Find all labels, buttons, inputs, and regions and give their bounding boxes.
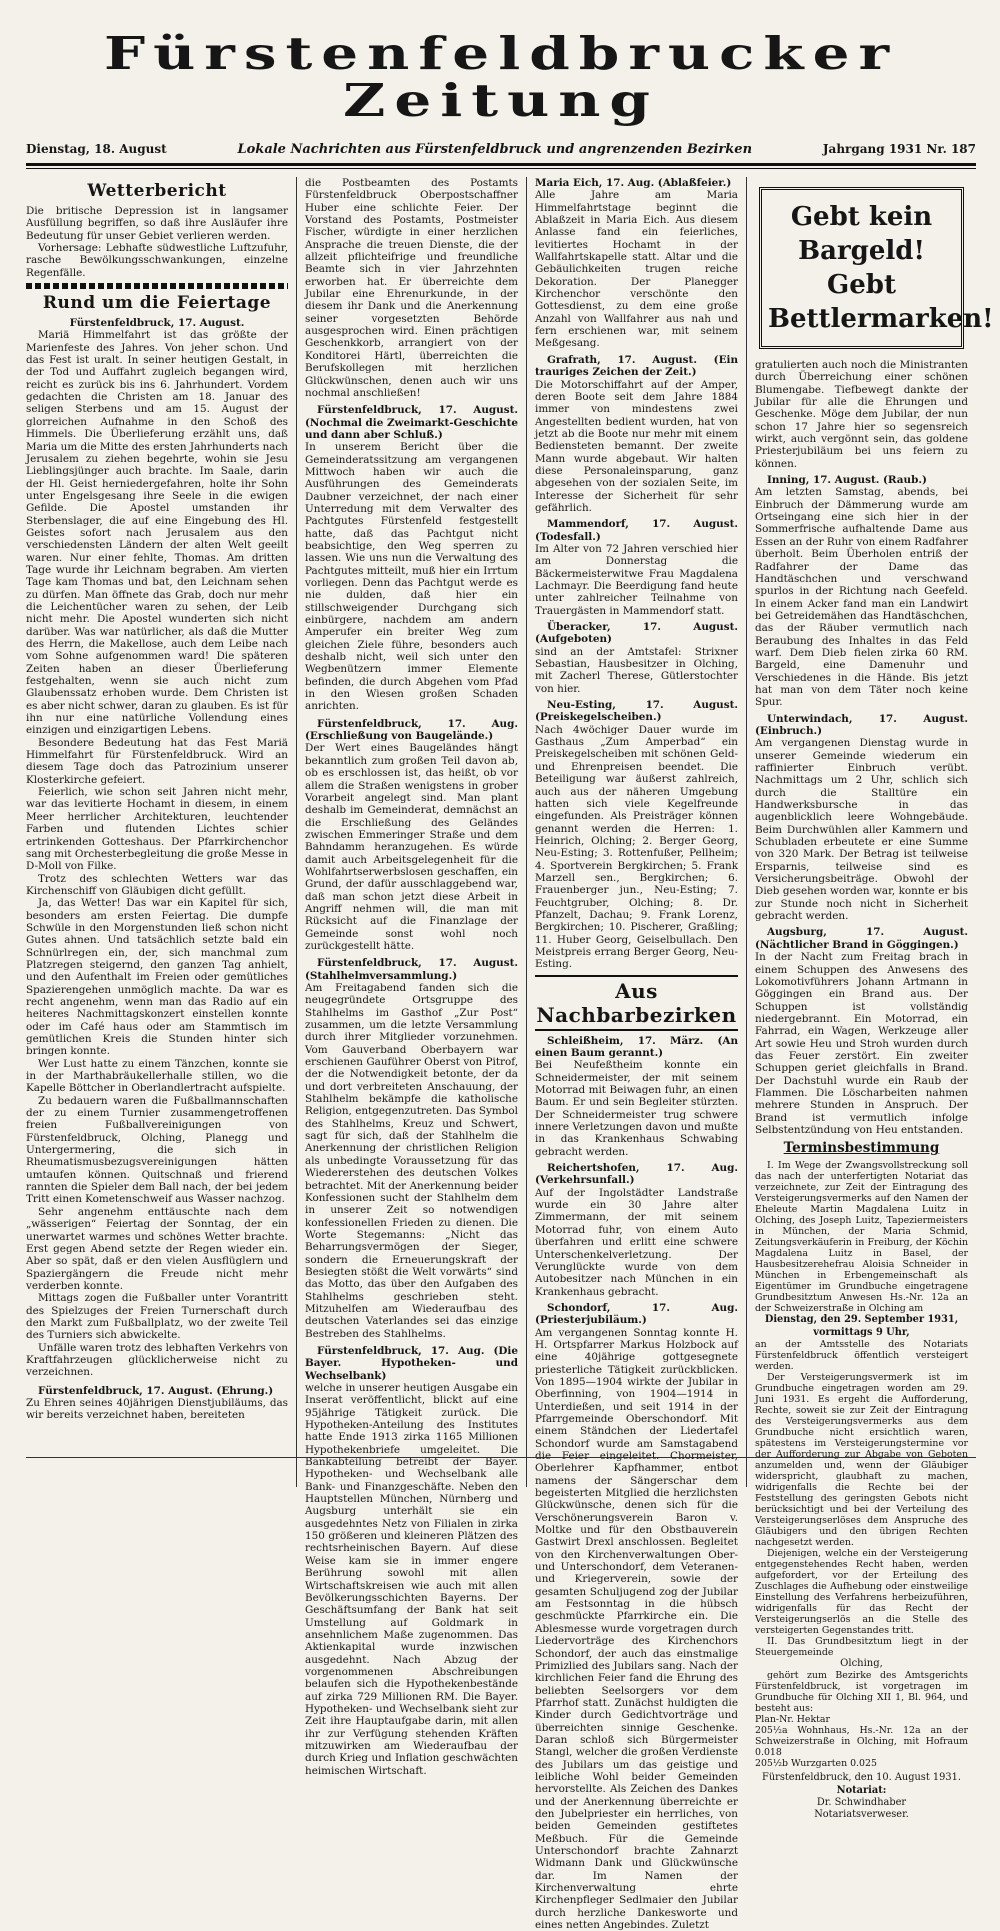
- article-dateline: Grafrath, 17. August. (Ein trauriges Zeichen der Zeit.): [535, 353, 738, 379]
- feiertage-heading: Rund um die Feiertage: [42, 293, 272, 314]
- masthead-rule: [26, 163, 976, 166]
- paragraph: Alle Jahre am Maria Himmelfahrtstage beginnt die Ablaßzeit in Maria Eich. Aus diesem Anlasse fand ein feierliches, levitiertes Hochamt in der Wallfahrtskapelle statt. Altar und die Gebäulichkeiten trugen reiche Dekoration. Der Planegger Kirchenchor verschönte den Gottesdienst, zu dem eine große Anzahl von Wallfahrer aus nah und fern erschienen war, mit seinem Meßgesang.: [535, 189, 738, 350]
- paragraph: Am letzten Samstag, abends, bei Einbruch der Dämmerung wurde am Ortseingang eine sich hier in der Sommerfrische aufhaltende Dame aus Essen an der Ruhr von einem Radfahrer überholt. Beim Überholen entriß der Radfahrer der Dame das Handtäschchen und verschwand spurlos in der Richtung nach Geefeld. In einem Acker fand man ein Landwirt bei Getreidemähen das Handtäschchen, das der Räuber vermutlich nach Beraubung des Inhaltes in das Feld warf. Dem Dieb fielen zirka 60 RM. Bargeld, eine Damenuhr und Verschiedenes in die Hände. Bis jetzt hat man von dem Täter noch keine Spur.: [755, 486, 968, 709]
- weather-forecast: Vorhersage: Lebhafte südwestliche Luftzufuhr, rasche Bewölkungsschwankungen, einzelne Regenfälle.: [26, 242, 288, 279]
- appeal-box: [759, 187, 994, 349]
- paragraph: Der Wert eines Baugeländes hängt bekanntlich zum großen Teil davon ab, ob es erschlossen ist, das heißt, ob vor allem die Straßen wenigstens in grober Vorarbeit angelegt sind. Man plant deshalb im Gemeinderat, demnächst an die Erschließung des Geländes zwischen Emmeringer Straße und dem Bahndamm heranzugehen. Es würde damit auch Arbeitsgelegenheit für die Wohlfahrtserwerbslosen geschaffen, ein Grund, der dafür ausschlaggebend war, daß man schon jetzt diese Arbeit in Angriff nehmen will, die man mit Rücksicht auf die Finanzlage der Gemeinde sonst wohl noch zurückgestellt hätte.: [305, 742, 518, 952]
- notice-text: an der Amtsstelle des Notariats Fürstenfeldbruck öffentlich versteigert werden.: [755, 1339, 968, 1372]
- ehrung-text: Zu Ehren seines 40jährigen Dienstjubiläums, das wir bereits verzeichnet haben, bereiteten: [26, 1396, 288, 1422]
- notice-sign-name: Dr. Schwindhaber: [816, 1797, 907, 1809]
- article-dateline: Schleißheim, 17. März. (An einen Baum gerannt.): [535, 1034, 738, 1059]
- notice-date: Dienstag, den 29. September 1931,: [764, 1314, 959, 1326]
- article-dateline: Augsburg, 17. August. (Nächtlicher Brand in Göggingen.): [755, 926, 968, 951]
- paragraph: Sehr angenehm enttäuschte nach dem „wässerigen“ Feiertag der Sonntag, der ein unerwartet warmes und schönes Wetter brachte. Erst gegen Abend setzte der Regen wieder ein. Aber so spät, daß er den vielen Ausflüglern und Spaziergängern die Freude nicht mehr verderben konnte.: [26, 1205, 288, 1292]
- paragraph: sind an der Amtstafel: Strixner Sebastian, Hausbesitzer in Olching, mit Zacherl Therese, Gütlerstochter von hier.: [535, 645, 738, 695]
- notice-text: I. Im Wege der Zwangsvollstreckung soll das nach der unterfertigten Notariat das verzeichnete, zur Zeit der Eintragung des Versteigerungsvermerks auf den Namen der Eheleute Martin Magdalena Luitz in Olching, des Joseph Luitz, Tapeziermeisters in München, der Maria Schmid, Zeitungsverkäuferin in Freiburg, der Köchin Magdalena Luitz in Basel, der Hausbesitzerehefrau Aloisia Schneider in München in Erbengemeinschaft als Eigentümer im Grundbuche eingetragene Grundbesitztum Anwesen Hs.-Nr. 12a an der Schweizerstraße in Olching am: [755, 1160, 968, 1315]
- paragraph: Auf der Ingolstädter Landstraße wurde ein 30 Jahre alter Zimmermann, der mit seinem Motorrad fuhr, von einem Auto überfahren und erlitt eine schwere Unterschenkelverletzung. Der Verunglückte wurde von dem Autobesitzer nach München in ein Krankenhaus gebracht.: [535, 1186, 738, 1298]
- paragraph: Unfälle waren trotz des lebhaften Verkehrs von Kraftfahrzeugen glücklicherweise nicht zu verzeichnen.: [26, 1341, 288, 1379]
- notice-sign-title: Notariat:: [836, 1784, 887, 1796]
- ehrung-dateline: Fürstenfeldbruck, 17. August. (Ehrung.): [38, 1384, 274, 1397]
- column-4: [746, 177, 994, 1821]
- article-dateline: Unterwindach, 17. August. (Einbruch.): [755, 712, 968, 737]
- section-heading: Aus Nachbarbezirken: [535, 975, 738, 1031]
- paragraph: Im Alter von 72 Jahren verschied hier am Donnerstag die Bäckermeisterwitwe Frau Magdalena Lachmayr. Die Beerdigung fand heute unter zahlreicher Teilnahme von Trauergästen in Mammendorf statt.: [535, 542, 738, 617]
- paragraph: Mariä Himmelfahrt ist das größte der Marienfeste des Jahres. Von jeher schon. Und das Fest ist uralt. In seiner heutigen Gestalt, in der Tod und Auffahrt zugleich begangen wird, reicht es zurück bis ins 6. Jahrhundert. Vordem gedachten die Christen am 18. Januar des seligen Sterbens und am 15. August der glorreichen Aufnahme in den Schoß des Himmels. Die Überlieferung erzählt uns, daß Maria um die Mitte des ersten Jahrhunderts nach Jerusalem zu ziehen begehrte, wohin sie Jesu Lieblingsjünger auch brachte. Im Saale, darin der Hl. Geist herniedergefahren, holte ihr Sohn unter Engelsgesang ihre Seele in die ewigen Gefilde. Die Apostel umstanden ihr Sterbenslager, die auf eine Eingebung des Hl. Geistes sofort nach Jerusalem aus den verschiedensten Ländern der alten Welt geeilt waren. Nur einer fehlte, Thomas. Am dritten Tage wurde ihr Leichnam begraben. Am vierten Tage kam Thomas und bat, den Leichnam sehen zu dürfen. Man öffnete das Grab, doch nur mehr die Leichentücher waren zu sehen, der Leib nicht mehr. Die Apostel wunderten sich nicht darüber. Was war natürlicher, als daß die Mutter des Herrn, die Makellose, auch dem Leibe nach vom Sohne aufgenommen ward! Die späteren Zeiten haben an dieser Überlieferung festgehalten, wenn sie auch nicht zum Glaubenssatz erhoben wurde. Dem Christen ist es aber nicht schwer, daran zu glauben. Es ist für ihn nur eine natürliche Vollendung eines einzigen und einzigartigen Lebens.: [26, 329, 288, 737]
- notice-text: gehört zum Bezirke des Amtsgerichts Fürstenfeldbruck, ist vorgetragen im Grundbuche für Olching XII 1, Bl. 964, und besteht aus:: [755, 1670, 968, 1715]
- terminsbestimmung-heading: Terminsbestimmung: [783, 1140, 940, 1157]
- paragraph: Feierlich, wie schon seit Jahren nicht mehr, war das levitierte Hochamt in diesem, in einem Meer herrlicher Architekturen, leuchtender Farben und flutenden Lichtes schier ertrinkenden Gotteshaus. Der Pfarrkirchenchor sang mit Orchesterbegleitung die große Messe in D-Moll von Filke.: [26, 786, 288, 873]
- newspaper-title: Fürstenfeldbrucker Zeitung: [103, 26, 899, 127]
- notice-place: Olching,: [840, 1658, 883, 1669]
- notice-sign-date: Fürstenfeldbruck, den 10. August 1931.: [762, 1772, 961, 1784]
- paragraph: In unserem Bericht über die Gemeinderatssitzung am vergangenen Mittwoch haben wir auch die Ausführungen des Gemeinderats Daubner verzeichnet, der nach einer Unterredung mit dem Verwalter des Pachtgutes Fürstenfeld festgestellt hatte, daß das Pachtgut nicht beabsichtige, den Weg sperren zu lassen. Wie uns nun die Verwaltung des Pachtgutes mitteilt, muß hier ein Irrtum vorliegen. Denn das Pachtgut werde es nie dulden, daß hier ein stillschweigender Durchgang sich einbürgere, nachdem am andern Amperufer ein breiter Weg zum gleichen Ziele führe, besonders auch deshalb nicht, weil sich unter den Wegbenützern immer Elemente befinden, die durch Abgehen vom Pfad in den Wiesen großen Schaden anrichten.: [305, 441, 518, 713]
- column-2: [296, 177, 526, 1777]
- notice-time: vormittags 9 Uhr,: [813, 1326, 910, 1338]
- article-dateline: Mammendorf, 17. August. (Todesfall.): [535, 518, 738, 543]
- paragraph: welche in unserer heutigen Ausgabe ein Inserat veröffentlicht, blickt auf eine 95jährige Tätigkeit zurück. Die Hypotheken-Anteilung des Institutes hatte Ende 1913 zirka 1165 Millionen Hypothekenbriefe umgeleitet. Die Bankabteilung betreibt der Bayer. Hypotheken- und Wechselbank alle Bank- und Finanzgeschäfte. Neben den Hauptstellen München, Nürnberg und Augsburg unterhält sie ein ausgedehntes Netz von Filialen in zirka 150 größeren und kleineren Plätzen des rechtsrheinischen Bayern. Auf diese Weise kam sie in immer engere Berührung sowohl mit allen Wirtschaftskreisen wie auch mit allen Bevölkerungsschichten Bayerns. Der Geschäftsumfang der Bank hat seit Umstellung auf Goldmark in ansehnlichem Maße zugenommen. Das Aktienkapital wurde inzwischen ausgedehnt. Nach Abzug der vorgenommenen Abschreibungen belaufen sich die Hypothekenbestände auf zirka 729 Millionen RM. Die Bayer. Hypotheken- und Wechselbank sieht zur Zeit ihre Hauptaufgabe darin, mit allen ihr zur Verfügung stehenden Kräften mitzuwirken am Wiederaufbau der durch Krieg und Inflation geschwächten heimischen Wirtschaft.: [305, 1382, 518, 1777]
- paragraph: Trotz des schlechten Wetters war das Kirchenschiff von Gläubigen dicht gefüllt.: [26, 872, 288, 897]
- paragraph: Besondere Bedeutung hat das Fest Mariä Himmelfahrt für Fürstenfeldbruck. Wird an diesem Tage doch das Patrozinium unserer Klosterkirche gefeiert.: [26, 736, 288, 786]
- notice-text: II. Das Grundbesitztum liegt in der Steuergemeinde: [755, 1636, 968, 1658]
- column-3: [526, 177, 746, 1931]
- article-columns: [26, 177, 994, 1931]
- paragraph: Die Motorschiffahrt auf der Amper, deren Boote seit dem Jahre 1884 immer von mindestens zwei Angestellten bedient wurden, hat von jetzt ab die Boote nur mehr mit einem Bediensteten bemannt. Der zweite Mann wurde abgebaut. Wir halten diese Personaleinsparung, ganz abgesehen von der sozialen Seite, im Interesse der Sicherheit für sehr gefährlich.: [535, 378, 738, 514]
- article-dateline: Maria Eich, 17. Aug. (Ablaßfeier.): [535, 177, 732, 189]
- article-dateline: Inning, 17. August. (Raub.): [767, 474, 927, 487]
- paragraph: In der Nacht zum Freitag brach in einem Schuppen des Anwesens des Lokomotivführers Johann Artmann in Göggingen ein Brand aus. Der Schuppen ist vollständig niedergebrannt. Ein Motorrad, ein Fahrrad, ein Wagen, Werkzeuge aller Art sowie Heu und Stroh wurden durch das Feuer zerstört. Ein zweiter Schuppen geriet gleichfalls in Brand. Der Dachstuhl wurde ein Raub der Flammen. Die Löscharbeiten nahmen mehrere Stunden in Anspruch. Der Brand ist vermutlich infolge Selbstentzündung von Heu entstanden.: [755, 951, 968, 1136]
- paragraph: Mittags zogen die Fußballer unter Vorantritt des Spielzuges der Freien Turnerschaft durch den Markt zum Fußballplatz, wo der zweite Teil des Turniers sich abwickelte.: [26, 1292, 288, 1342]
- issue-volume: Jahrgang 1931 Nr. 187: [822, 142, 976, 156]
- separator: [26, 283, 288, 289]
- weather-heading: Wetterbericht: [87, 181, 227, 201]
- notice-text: Der Versteigerungsvermerk ist im Grundbuche eingetragen worden am 29. Juni 1931. Es ergeht die Aufforderung, Rechte, soweit sie zur Zeit der Eintragung des Versteigerungsvermerks aus dem Grundbuche nicht ersichtlich waren, spätestens im Versteigerungstermine vor der Aufforderung zur Abgabe von Geboten anzumelden und, wenn der Gläubiger widerspricht, glaubhaft zu machen, widrigenfalls die Rechte bei der Feststellung des geringsten Gebots nicht berücksichtigt und bei der Verteilung des Versteigerungserlöses dem Anspruche des Gläubigers und den übrigen Rechten nachgesetzt werden.: [755, 1372, 968, 1548]
- masthead: [26, 26, 976, 169]
- article-dateline: Fürstenfeldbruck, 17. Aug. (Die Bayer. Hypotheken- und Wechselbank): [305, 1344, 518, 1382]
- paragraph: Am Freitagabend fanden sich die neugegründete Ortsgruppe des Stahlhelms im Gasthof „Zur Post“ zusammen, um die letzte Versammlung durch ihrer Mitglieder vorzunehmen. Vom Gauverband Oberbayern war erschienen Gauführer Oberst von Pitrof, der die Notwendigkeit betonte, der da und dort verbreiteten Anschauung, der Stahlhelm bekämpfe die katholische Religion, entgegenzutreten. Das Symbol des Stahlhelms, Kreuz und Schwert, sagt für sich, daß der Stahlhelm die Anerkennung der christlichen Religion als unbedingte Voraussetzung für das Wiedererstehen des deutschen Volkes betrachtet. Mit der Anerkennung beider Konfessionen sucht der Stahlhelm dem in unserer Zeit so notwendigen konfessionellen Frieden zu dienen. Die Worte Stegemanns: „Nicht das Beharrungsvermögen der Sieger, sondern die Erneuerungskraft der Besiegten stößt die Welt vorwärts“ sind das Motto, das über den Aufgaben des Stahlhelms geschrieben steht. Mitzuhelfen am Wiederaufbau des deutschen Vaterlandes sei das einzige Bestreben des Stahlhelms.: [305, 982, 518, 1340]
- notice-sign-role: Notariatsverweser.: [814, 1809, 909, 1821]
- masthead-subline: [26, 142, 976, 157]
- feiertage-dateline: Fürstenfeldbruck, 17. August.: [69, 317, 245, 330]
- masthead-rule-thin: [26, 168, 976, 169]
- column-1: [26, 177, 296, 1487]
- article-dateline: Fürstenfeldbruck, 17. August. (Nochmal die Zweimarkt-Geschichte und dann aber Schluß.): [305, 404, 519, 441]
- appeal-line-1: Gebt kein Bargeld!: [790, 202, 933, 266]
- paragraph: gratulierten auch noch die Ministranten durch Überreichung einer schönen Blumengabe. Tiefbewegt dankte der Jubilar für alle die Ehrungen und Geschenke. Möge dem Jubilar, der nun schon 17 Jahre hier so segensreich wirkt, auch vergönnt sein, das goldene Priesterjubiläum bei uns feiern zu können.: [755, 359, 968, 470]
- paragraph: die Postbeamten des Postamts Fürstenfeldbruck Oberpostschaffner Huber eine schlichte Feier. Der Vorstand des Postamts, Postmeister Fischer, würdigte in einer herzlichen Ansprache die treuen Dienste, die der allzeit pflichteifrige und freundliche Beamte sich in vier Jahrzehnten erworben hat. Er überreichte dem Jubilar eine Ehrenurkunde, in der diesem ihr Dank und die Anerkennung seiner vorgesetzten Behörde ausgesprochen wird. Einen prächtigen Geschenkkorb, arrangiert von der Konditorei Härtl, überreichten die Berufskollegen mit herzlichen Glückwünschen, denen auch wir uns nochmal anschließen!: [305, 177, 518, 399]
- paragraph: Am vergangenen Dienstag wurde in unserer Gemeinde wiederum ein raffinierter Einbruch verübt. Nachmittags um 2 Uhr, schlich sich durch die Stalltüre ein Handwerksbursche in das augenblicklich leere Wohngebäude. Beim Durchwühlen aller Kammern und Schubladen erbeutete er eine Summe von 320 Mark. Der Betrag ist teilweise Ersparnis, teilweise sind es Versicherungsbeiträge. Obwohl der Dieb gesehen worden war, konnte er bis zur Stunde noch nicht in Sicherheit gebracht werden.: [755, 737, 968, 923]
- paragraph: Bei Neufeßtheim konnte ein Schneidermeister, der mit seinem Motorrad mit Beiwagen fuhr, an einen Baum. Er und sein Begleiter stürzten. Der Schneidermeister trug schwere innere Verletzungen davon und mußte in das Krankenhaus Schwabing gebracht werden.: [535, 1059, 738, 1158]
- article-dateline: Schondorf, 17. Aug. (Priesterjubiläum.): [535, 1301, 738, 1327]
- paragraph: Wer Lust hatte zu einem Tänzchen, konnte sie in der Marthabräukellerhalle stillen, wo die Kapelle Böttcher in Oberlandlertracht aufspielte.: [26, 1057, 288, 1095]
- appeal-line-2: Gebt Bettlermarken!: [768, 270, 994, 334]
- newspaper-subtitle: Lokale Nachrichten aus Fürstenfeldbruck und angrenzenden Bezirken: [237, 142, 753, 157]
- article-dateline: Neu-Esting, 17. August. (Preiskegelscheiben.): [535, 699, 738, 724]
- notice-table-row: 205½a Wohnhaus, Hs.-Nr. 12a an der Schweizerstraße in Olching, mit Hofraum 0.018: [755, 1725, 968, 1759]
- notice-text: Diejenigen, welche ein der Versteigerung entgegenstehendes Recht haben, werden aufgefordert, vor der Erteilung des Zuschlages die Aufhebung oder einstweilige Einstellung des Verfahrens herbeizuführen, widrigenfalls für das Recht der Versteigerungserlös an die Stelle des versteigerten Gegenstandes tritt.: [755, 1548, 968, 1636]
- notice-table-header: Plan-Nr. Hektar: [755, 1714, 830, 1726]
- paragraph: Zu bedauern waren die Fußballmannschaften der zu einem Turnier zusammengetroffenen freien Fußballvereinigungen von Fürstenfeldbruck, Olching, Planegg und Untergermering, die sich in Rheumatismusbezugsvereinigungen hätten umtaufen können. Quitschnaß und frierend rannten die Spieler dem Ball nach, der bei jedem Tritt einen Kometenschweif aus Wasser nachzog.: [26, 1094, 288, 1206]
- weather-text: Die britische Depression ist in langsamer Ausfüllung begriffen, so daß ihre Ausläufer ihre Bedeutung für unser Gebiet verlieren werden.: [26, 205, 288, 242]
- article-dateline: Fürstenfeldbruck, 17. August. (Stahlhelmversammlung.): [305, 957, 518, 982]
- issue-date: Dienstag, 18. August: [26, 142, 167, 156]
- paragraph: Ja, das Wetter! Das war ein Kapitel für sich, besonders am ersten Feiertag. Die dumpfe Schwüle in den Morgenstunden ließ schon nicht Gutes ahnen. Und tatsächlich setzte bald ein Schnürlregen ein, der, sich manchmal zum Platzregen steigernd, den ganzen Tag anhielt, und den Aufenthalt im Freien oder gemütliches Spazierengehen unmöglich machte. Da war es recht angenehm, wenn man das Radio auf ein heiteres Nachmittagskonzert einstellen konnte oder im Café haus oder am Stammtisch im gemütlichen Kreis die Stunden hinter sich bringen konnte.: [26, 897, 288, 1058]
- article-dateline: Reichertshofen, 17. Aug. (Verkehrsunfall.): [535, 1162, 738, 1187]
- notice-table-row: 205½b Wurzgarten 0.025: [755, 1758, 877, 1770]
- page-bottom-rule: [26, 1457, 976, 1458]
- paragraph: Nach 4wöchiger Dauer wurde im Gasthaus „Zum Amperbad“ ein Preiskegelscheiben mit schönen Geld- und Ehrenpreisen beendet. Die Beteiligung war äußerst zahlreich, auch aus der näheren Umgebung hatten sich viele Kegelfreunde eingefunden. Als Preisträger können genannt werden die Herren: 1. Heinrich, Olching; 2. Berger Georg, Neu-Esting; 3. Rottenfußer, Pellheim; 4. Sportverein Bergkirchen; 5. Frank Marzell sen., Bergkirchen; 6. Frauenberger jun., Neu-Esting; 7. Feuchtgruber, Olching; 8. Dr. Pfanzelt, Dachau; 9. Frank Lorenz, Bergkirchen; 10. Pischerer, Graßling; 11. Huber Georg, Geiselbullach. Den Meistpreis errang Berger Georg, Neu-Esting.: [535, 723, 738, 971]
- article-dateline: Fürstenfeldbruck, 17. Aug. (Erschließung von Baugelände.): [305, 717, 518, 743]
- article-dateline: Überacker, 17. August. (Aufgeboten): [535, 621, 738, 646]
- paragraph: Am vergangenen Sonntag konnte H. H. Ortspfarrer Markus Holzbock auf eine 40jährige gottgesegnete priesterliche Tätigkeit zurückblicken. Von 1895—1904 wirkte der Jubilar in Oberfinning, von 1904—1914 in Unterdießen, und seit 1914 in der Pfarrgemeinde Oberschondorf. Mit einem Ständchen der Liedertafel Schondorf wurde am Samstagabend die Feier eingeleitet. Chormeister, Oberlehrer Kapfhammer, entbot namens der Sängerschar dem begeisterten Mitglied die herzlichsten Glückwünsche, denen sich für die Verschönerungsverein Baron v. Moltke und für den Obstbauverein Gastwirt Drexl anschlossen. Begleitet von den Kirchenverwaltungen Ober- und Unterschondorf, dem Veteranen- und Kriegerverein, sowie der gesamten Schuljugend zog der Jubilar am Festsonntag in die hübsch geschmückte Pfarrkirche ein. Die Ablesmesse wurde vorgetragen durch Liedervorträge des Kirchenchors Schondorf, der auch das einstmalige Primizlied des Jubilars sang. Nach der kirchlichen Feier fand die Ehrung des beliebten Seelsorgers vor dem Pfarrhof statt. Zunächst huldigten die Kinder durch Gedichtvorträge und überreichten sinnige Geschenke. Daran schloß sich Bürgermeister Stangl, welcher die großen Verdienste des Jubilars um das geistige und leibliche Wohl beider Gemeinden hervorstellte. Als Zeichen des Dankes und der Anerkennung überreichte er den Jubelpriester ein herrliches, von beiden Gemeinden gestiftetes Meßbuch. Für die Gemeinde Unterschondorf brachte Zahnarzt Widmann Dank und Glückwünsche dar. Im Namen der Kirchenverwaltung ehrte Kirchenpfleger Sedlmaier den Jubilar durch herzliche Dankesworte und eines netten Angebindes. Zuletzt: [535, 1326, 738, 1931]
